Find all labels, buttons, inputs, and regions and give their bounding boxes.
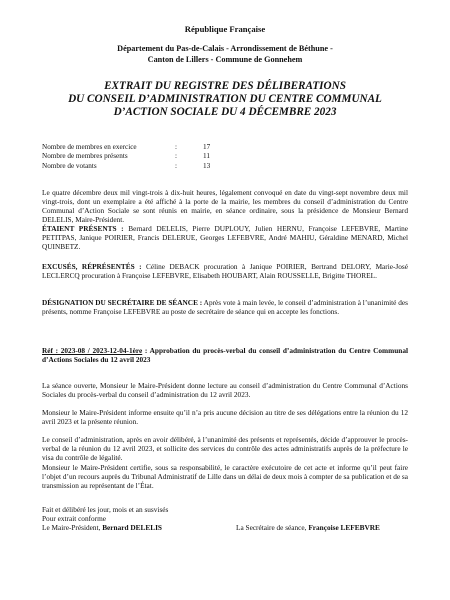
present-label: ÉTAIENT PRÉSENTS : xyxy=(42,224,124,233)
republic-heading: République Française xyxy=(184,24,266,34)
paragraph-certification xyxy=(42,463,408,490)
secretary-paragraph xyxy=(42,298,408,316)
secretary-text: Après vote à main levée, le conseil d’administration à l’unanimité des présents, nomme Françoise LEFEBVRE au poste de secrétaire de séance qui en accepte les fonctions. xyxy=(42,298,409,317)
count-separator: : xyxy=(175,152,177,161)
secretary-block xyxy=(42,298,408,316)
count-value: 17 xyxy=(203,143,211,151)
secretary-sign-prefix: La Secrétaire de séance, xyxy=(236,523,309,533)
mayor-prefix: Le Maire-Président, xyxy=(42,523,103,533)
paragraph-delegations xyxy=(42,408,408,426)
count-separator: : xyxy=(175,161,177,170)
count-value: 11 xyxy=(203,152,210,161)
count-row-voters xyxy=(42,162,242,171)
paragraph-text: Le conseil d’administration, après en avoir délibéré, à l’unanimité des présents et représentés, décide d’approuver le procès-verbal de la réunion du 12 avril 2023, et sollicite des services du contrôle des actes administratifs auprès de la préfecture le visa du contrôle de légalité. xyxy=(42,435,408,463)
member-counts xyxy=(42,143,242,171)
count-label: Nombre de membres en exercice xyxy=(42,143,137,151)
secretary-label: DÉSIGNATION DU SECRÉTAIRE DE SÉANCE : xyxy=(42,298,203,307)
count-value: 13 xyxy=(203,161,211,170)
paragraph-decision xyxy=(42,435,408,462)
mayor-name: Bernard DELELIS xyxy=(102,523,162,533)
mayor-signature xyxy=(42,523,162,532)
excused-label: EXCUSÉS, RÉPRÉSENTÉS : xyxy=(42,262,142,271)
title-line-3: D’ACTION SOCIALE DU 4 DÉCEMBRE 2023 xyxy=(113,105,337,118)
count-label: Nombre de votants xyxy=(42,161,97,170)
reference-paragraph xyxy=(42,346,408,364)
reference-label: Réf : 2023-08 / 2023-12-04-1ère xyxy=(42,346,143,355)
excused-text: Céline DEBACK procuration à Janique POIRIER, Bertrand DELORY, Marie-José LECLERCQ procuration à Françoise LEFEBVRE, Elisabeth HOUBART, Alain ROUSSELLE, Brigitte THOREL. xyxy=(42,262,408,281)
title-line-2: DU CONSEIL D’ADMINISTRATION DU CENTRE COMMUNAL xyxy=(68,92,382,105)
excused-paragraph xyxy=(42,262,408,280)
present-block xyxy=(42,224,408,251)
intro-text: Le quatre décembre deux mil vingt-trois à dix-huit heures, légalement convoqué en date du vingt-sept novembre deux mil vingt-trois, dont un exemplaire a été affiché à la porte de la mairie, les membres du conseil d’administration du Centre Communal d’Action Sociale se sont réunis en mairie, en séance ordinaire, sous la présidence de Monsieur Bernard DELELIS, Maire-Président. xyxy=(42,188,408,225)
present-paragraph xyxy=(42,224,408,251)
footer-signatures xyxy=(42,523,408,532)
paragraph-text: Monsieur le Maire-Président certifie, sous sa responsabilité, le caractère exécutoire de cet acte et informe qu’il peut faire l’objet d’un recours auprès du Tribunal Administratif de Lille dans un délai de deux mois à compter de sa publication et de sa transmission au représentant de l’État. xyxy=(42,463,408,491)
document-title xyxy=(0,80,450,118)
department-line-2: Canton de Lillers - Commune de Gonnehem xyxy=(147,54,303,64)
count-row-exercise xyxy=(42,143,242,152)
excused-block xyxy=(42,262,408,280)
count-label: Nombre de membres présents xyxy=(42,152,128,161)
title-line-1: EXTRAIT DU REGISTRE DES DÉLIBERATIONS xyxy=(104,80,346,92)
reference-block xyxy=(42,346,408,364)
footer-line-2: Pour extrait conforme xyxy=(42,514,107,524)
paragraph-text: Monsieur le Maire-Président informe ensuite qu’il n’a pris aucune décision au titre de ses délégations entre la réunion du 12 avril 2023 et la présente réunion. xyxy=(42,408,408,427)
paragraph-reading xyxy=(42,381,408,399)
count-separator: : xyxy=(175,143,177,151)
footer-line-1: Fait et délibéré les jour, mois et an susvisés xyxy=(42,505,169,514)
intro-paragraph xyxy=(42,188,408,224)
secretary-sign-name: Françoise LEFEBVRE xyxy=(308,523,380,533)
reference-text: : Approbation du procès-verbal du conseil d’administration du Centre Communal d’Actions Sociales du 12 avril 2023 xyxy=(42,346,408,365)
signature-footer xyxy=(42,505,408,533)
count-row-present xyxy=(42,152,242,161)
department-line-1: Département du Pas-de-Calais - Arrondissement de Béthune - xyxy=(117,44,333,53)
secretary-signature xyxy=(236,523,380,532)
department-heading xyxy=(0,44,450,65)
paragraph-text: La séance ouverte, Monsieur le Maire-Président donne lecture au conseil d’administration du Centre Communal d’Actions Sociales du procès-verbal du conseil d’administration du 12 avril 2023. xyxy=(42,381,408,400)
present-text: Bernard DELELIS, Pierre DUPLOUY, Julien HERNU, Françoise LEFEBVRE, Martine PETITPAS, Janique POIRIER, Francis DELERUE, Georges LEFEBVRE, André MAHIU, Géraldine MENARD, Michel QUINBETZ. xyxy=(42,224,408,252)
